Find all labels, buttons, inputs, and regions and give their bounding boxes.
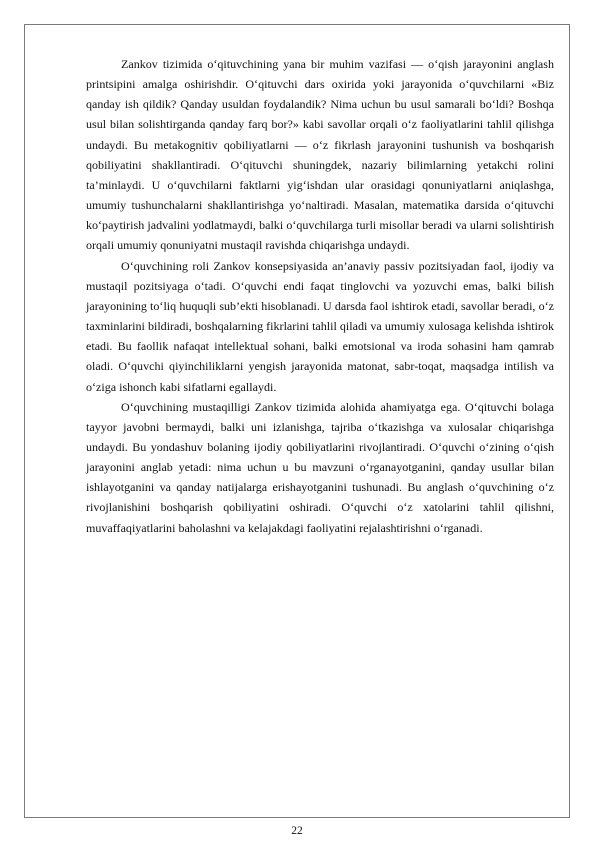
paragraph-teacher-role: Zankov tizimida o‘qituvchining yana bir muhim vazifasi — o‘qish jarayonini anglash printsipini amalga oshirishdir. O‘qituvchi dars oxirida yoki jarayonida o‘quvchilarni «Biz qanday ish qildik? Qanday usuldan foydalandik? Nima uchun bu usul samarali bo‘ldi? Boshqa usul bilan solishtirganda qanday farq bor?» kabi savollar orqali o‘z faoliyatlarini tahlil qilishga undaydi. Bu metakognitiv qobiliyatlarni — o‘z fikrlash jarayonini tushunish va boshqarish qobiliyatini shakllantiradi. O‘qituvchi shuningdek, nazariy bilimlarning yetakchi rolini ta’minlaydi. U o‘quvchilarni faktlarni yig‘ishdan ular orasidagi qonuniyatlarni aniqlashga, umumiy tushunchalarni shakllantirishga yo‘naltiradi. Masalan, matematika darsida o‘qituvchi ko‘paytirish jadvalini yodlatmaydi, balki o‘quvchilarga turli misollar beradi va ularni solishtirish orqali umumiy qonuniyatni mustaqil ravishda chiqarishga undaydi.	[86, 57, 554, 253]
page-number: 22	[291, 825, 303, 837]
paragraph-student-independence: O‘quvchining mustaqilligi Zankov tizimida alohida ahamiyatga ega. O‘qituvchi bolaga tayyor javobni bermaydi, balki uni izlanishga, tajriba o‘tkazishga va xulosalar chiqarishga undaydi. Bu yondashuv bolaning ijodiy qobiliyatlarini rivojlantiradi. O‘quvchi o‘zining o‘qish jarayonini anglab yetadi: nima uchun u bu mavzuni o‘rganayotganini, qanday usullar bilan ishlayotganini va qanday natijalarga erishayotganini tushunadi. Bu anglash o‘quvchining o‘z rivojlanishini boshqarish qobiliyatini oshiradi. O‘quvchi o‘z xatolarini tahlil qilishni, muvaffaqiyatlarini baholashni va kelajakdagi faoliyatini rejalashtirishni o‘rganadi.	[86, 399, 554, 535]
page-body-text	[86, 54, 554, 538]
document-page	[24, 24, 570, 837]
paragraph-student-role: O‘quvchining roli Zankov konsepsiyasida an’anaviy passiv pozitsiyadan faol, ijodiy va mustaqil pozitsiyaga o‘tadi. O‘quvchi endi faqat tinglovchi va yozuvchi emas, balki bilish jarayonining to‘liq huquqli sub’ekti hisoblanadi. U darsda faol ishtirok etadi, savollar beradi, o‘z taxminlarini bildiradi, boshqalarning fikrlarini tahlil qiladi va umumiy xulosaga kelishda ishtirok etadi. Bu faollik nafaqat intellektual sohani, balki emotsional va iroda sohasini ham qamrab oladi. O‘quvchi qiyinchiliklarni yengish jarayonida matonat, sabr-toqat, maqsadga intilish va o‘ziga ishonch kabi sifatlarni egallaydi.	[86, 258, 554, 394]
